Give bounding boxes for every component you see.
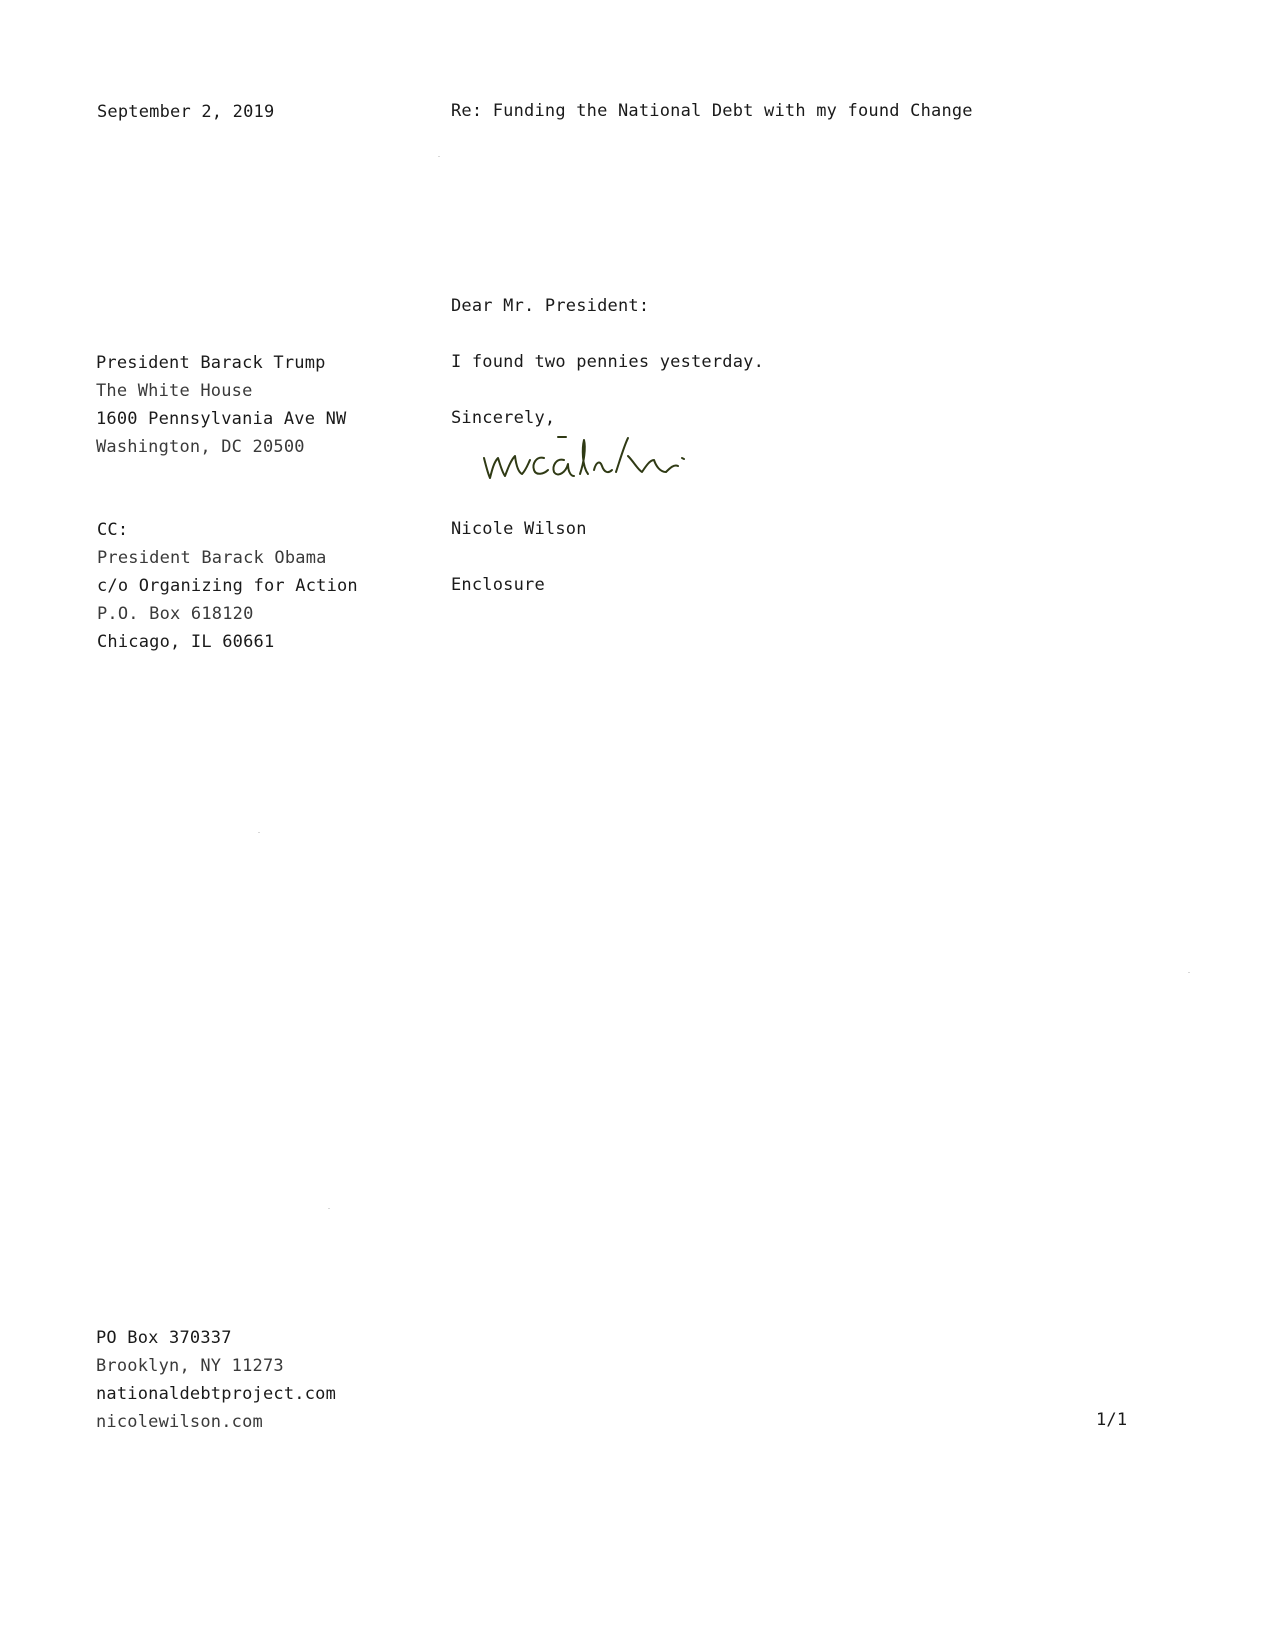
scan-speck [438, 156, 440, 157]
scan-speck [328, 1208, 330, 1209]
cc-line: c/o Organizing for Action [97, 576, 358, 596]
footer-line: Brooklyn, NY 11273 [96, 1356, 284, 1376]
scan-speck [258, 832, 260, 833]
salutation: Dear Mr. President: [451, 296, 650, 316]
recipient-line: 1600 Pennsylvania Ave NW [96, 409, 347, 429]
enclosure-note: Enclosure [451, 575, 545, 595]
cc-label: CC: [97, 520, 129, 540]
cc-line: P.O. Box 618120 [97, 604, 254, 624]
footer-line: nationaldebtproject.com [96, 1384, 337, 1404]
body-message: I found two pennies yesterday. [451, 352, 765, 372]
recipient-line: Washington, DC 20500 [96, 437, 305, 457]
closing: Sincerely, [451, 408, 556, 428]
page-number: 1/1 [1096, 1410, 1128, 1430]
recipient-line: President Barack Trump [96, 353, 326, 373]
letter-date: September 2, 2019 [97, 102, 275, 122]
recipient-address [96, 349, 346, 461]
cc-block [97, 516, 358, 656]
footer-line: nicolewilson.com [96, 1412, 263, 1432]
footer-line: PO Box 370337 [96, 1328, 232, 1348]
recipient-line: The White House [96, 381, 253, 401]
footer-contact [96, 1324, 336, 1436]
cc-line: President Barack Obama [97, 548, 327, 568]
scan-speck [1188, 972, 1190, 973]
letter-subject: Re: Funding the National Debt with my found Change [451, 101, 973, 121]
cc-line: Chicago, IL 60661 [97, 632, 275, 652]
handwritten-signature [478, 426, 698, 490]
signer-name: Nicole Wilson [451, 519, 587, 539]
